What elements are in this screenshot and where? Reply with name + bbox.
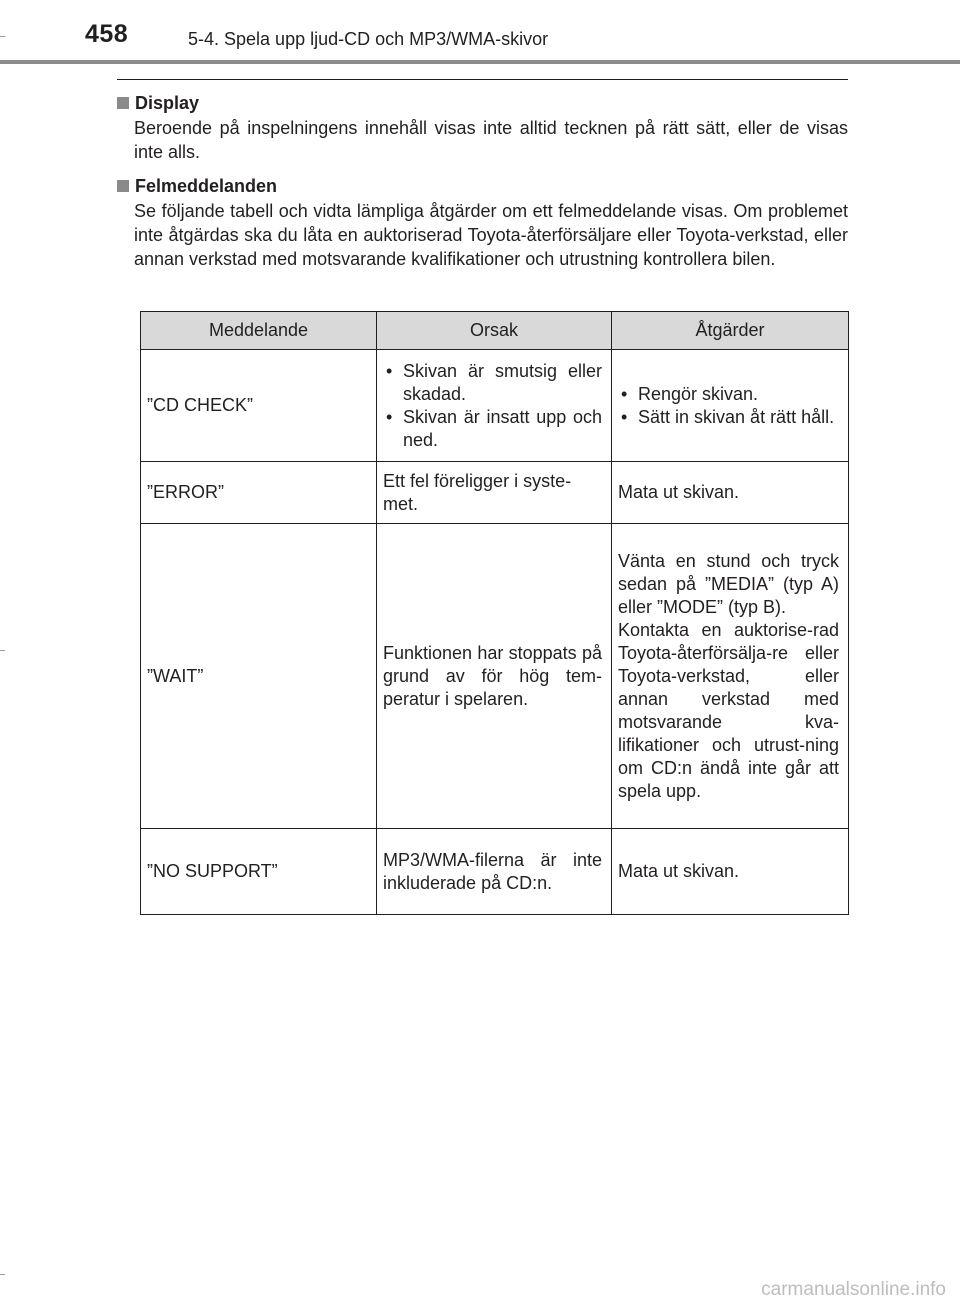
cause-cell: MP3/WMA-filerna är inte inkluderade på CD:n. xyxy=(377,829,612,915)
cause-cell: Ett fel föreligger i syste-met. xyxy=(377,462,612,524)
action-paragraph: Kontakta en auktorise-rad Toyota-återförsälja-re eller Toyota-verkstad, eller annan verkstad med motsvarande kva-lifikationer och utrust-ning om CD:n ändå inte går att spela upp. xyxy=(618,619,839,801)
table-row xyxy=(141,462,849,524)
watermark: carmanualsonline.info xyxy=(761,1279,946,1300)
list-item: • Skivan är smutsig eller skadad. xyxy=(383,360,602,406)
action-cell: Mata ut skivan. xyxy=(612,829,849,915)
header-rule xyxy=(0,60,960,64)
content-rule xyxy=(117,79,848,80)
header-cause: Orsak xyxy=(377,312,612,350)
error-text: Se följande tabell och vidta lämpliga åtgärder om ett felmeddelande visas. Om problemet inte åtgärdas ska du låta en auktoriserad Toyota-återförsäljare eller Toyota-verkstad, eller annan verkstad med motsvarande kvalifikationer och utrustning kontrollera bilen. xyxy=(134,201,848,269)
error-messages-section xyxy=(117,175,848,271)
action-cell xyxy=(612,350,849,462)
list-item: • Rengör skivan. xyxy=(618,383,839,406)
cause-cell xyxy=(377,350,612,462)
action-cell xyxy=(612,524,849,829)
message-cell: ”CD CHECK” xyxy=(141,350,377,462)
error-heading: Felmeddelanden xyxy=(135,176,278,196)
message-cell: ”NO SUPPORT” xyxy=(141,829,377,915)
table-row xyxy=(141,524,849,829)
header-message: Meddelande xyxy=(141,312,377,350)
crop-mark xyxy=(0,1274,5,1275)
section-title: 5-4. Spela upp ljud-CD och MP3/WMA-skivor xyxy=(188,29,549,49)
crop-mark xyxy=(0,650,5,651)
page-header xyxy=(0,0,960,60)
error-message-table xyxy=(140,311,849,915)
crop-mark xyxy=(0,36,5,37)
table-header-row xyxy=(141,312,849,350)
square-bullet-icon xyxy=(117,97,129,109)
header-action: Åtgärder xyxy=(612,312,849,350)
page-number: 458 xyxy=(85,20,129,48)
cause-cell: Funktionen har stoppats på grund av för hög tem-peratur i spelaren. xyxy=(377,524,612,829)
square-bullet-icon xyxy=(117,180,129,192)
table-row xyxy=(141,350,849,462)
list-item: • Sätt in skivan åt rätt håll. xyxy=(618,406,839,429)
display-section xyxy=(117,92,848,164)
display-heading-row xyxy=(117,92,848,114)
error-heading-row xyxy=(117,175,848,197)
message-cell: ”ERROR” xyxy=(141,462,377,524)
action-paragraph: Vänta en stund och tryck sedan på ”MEDIA” (typ A) eller ”MODE” (typ B). xyxy=(618,550,839,617)
action-cell: Mata ut skivan. xyxy=(612,462,849,524)
list-item: • Skivan är insatt upp och ned. xyxy=(383,406,602,452)
display-text: Beroende på inspelningens innehåll visas inte alltid tecknen på rätt sätt, eller de visas inte alls. xyxy=(134,118,848,162)
display-heading: Display xyxy=(135,93,200,113)
message-cell: ”WAIT” xyxy=(141,524,377,829)
table-row xyxy=(141,829,849,915)
